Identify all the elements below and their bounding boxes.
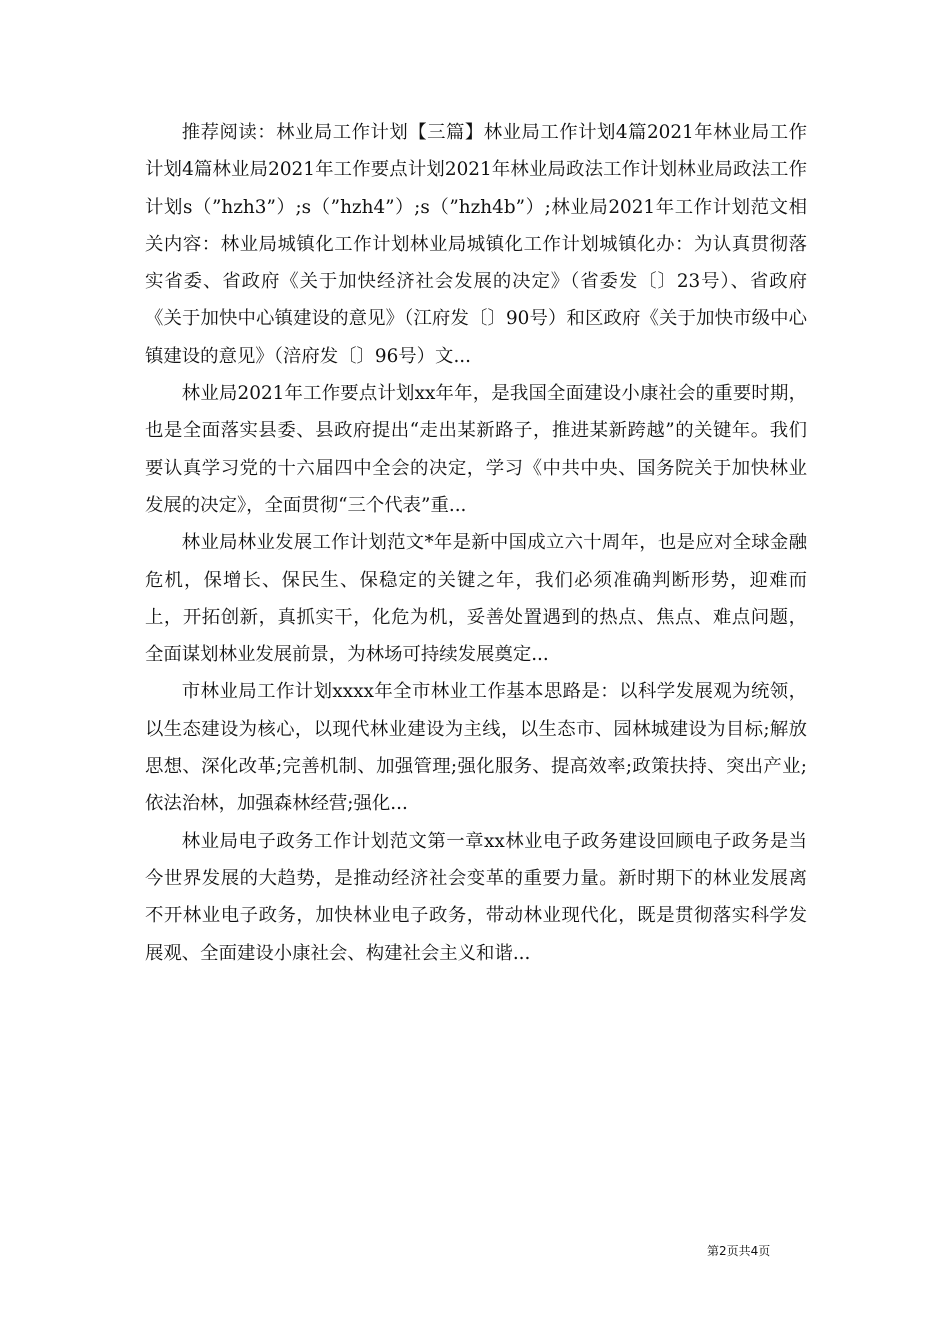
paragraph-recommended-reading: 推荐阅读：林业局工作计划【三篇】林业局工作计划4篇2021年林业局工作计划4篇林业局2021年工作要点计划2021年林业局政法工作计划林业局政法工作计划s（”hzh3”）;s（”hzh4”）;s（”hzh4b”）;林业局2021年工作计划范文相关内容：林业局城镇化工作计划林业局城镇化工作计划城镇化办：为认真贯彻落实省委、省政府《关于加快经济社会发展的决定》（省委发〔〕23号）、省政府《关于加快中心镇建设的意见》（江府发〔〕90号）和区政府《关于加快市级中心镇建设的意见》（涪府发〔〕96号）文...	[145, 122, 807, 367]
paragraph-city-forestry: 市林业局工作计划xxxx年全市林业工作基本思路是：以科学发展观为统领，以生态建设为核心，以现代林业建设为主线，以生态市、园林城建设为目标;解放思想、深化改革;完善机制、加强管理;强化服务、提高效率;政策扶持、突出产业;依法治林，加强森林经营;强化...	[145, 681, 807, 815]
document-body	[145, 114, 807, 972]
paragraph-work-plan-2021: 林业局2021年工作要点计划xx年年，是我国全面建设小康社会的重要时期，也是全面落实县委、县政府提出“走出某新路子，推进某新跨越”的关键年。我们要认真学习党的十六届四中全会的决定，学习《中共中央、国务院关于加快林业发展的决定》，全面贯彻“三个代表”重...	[145, 383, 807, 516]
page-number: 第2页共4页	[707, 1244, 771, 1258]
paragraph-forestry-development: 林业局林业发展工作计划范文*年是新中国成立六十周年，也是应对全球金融危机，保增长、保民生、保稳定的关键之年，我们必须准确判断形势，迎难而上，开拓创新，真抓实干，化危为机，妥善处置遇到的热点、焦点、难点问题，全面谋划林业发展前景，为林场可持续发展奠定...	[145, 532, 807, 666]
paragraph-e-government: 林业局电子政务工作计划范文第一章xx林业电子政务建设回顾电子政务是当今世界发展的大趋势，是推动经济社会变革的重要力量。新时期下的林业发展离不开林业电子政务，加快林业电子政务，带动林业现代化，既是贯彻落实科学发展观、全面建设小康社会、构建社会主义和谐...	[145, 830, 807, 964]
